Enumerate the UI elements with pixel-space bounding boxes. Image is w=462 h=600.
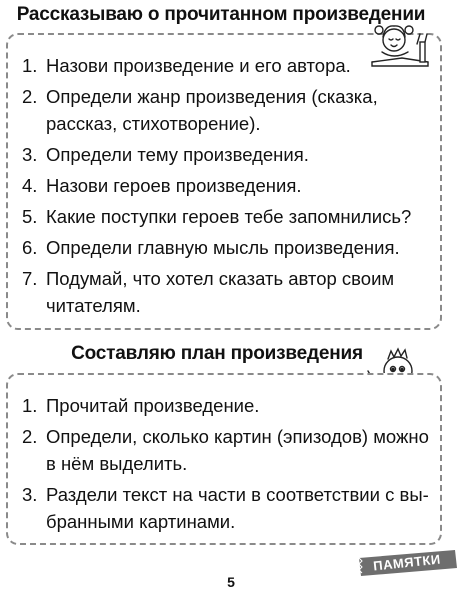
list-item: 3. Определи тему произведения. bbox=[22, 144, 309, 165]
list-item: 5. Какие поступки героев тебе запомнились? bbox=[22, 206, 412, 227]
list-item: 6. Определи главную мысль произведения. bbox=[22, 237, 400, 258]
section-2-list bbox=[22, 392, 430, 539]
list-item: 3. Раздели текст на части в соответствии с выбранными картинами. bbox=[22, 484, 429, 532]
list-item: 7. Подумай, что хотел сказать автор своим читателям. bbox=[22, 268, 395, 316]
list-item: 1. Назови произведение и его автора. bbox=[22, 55, 351, 76]
page-number: 5 bbox=[227, 574, 235, 590]
list-item: 1. Прочитай произведение. bbox=[22, 395, 260, 416]
section-1-list bbox=[22, 52, 430, 323]
section-2-heading: Составляю план произведения bbox=[71, 343, 363, 364]
list-item: 2. Определи, сколько картин (эпизодов) можно в нём выделить. bbox=[22, 426, 429, 474]
tag-label: ПАМЯТКИ bbox=[372, 551, 442, 574]
list-item: 2. Определи жанр произведения (сказка, рассказ, стихотворение). bbox=[22, 86, 378, 134]
girl-reading-icon bbox=[364, 18, 434, 74]
section-2-box bbox=[6, 373, 442, 545]
section-1-box bbox=[6, 33, 442, 330]
list-item: 4. Назови героев произведения. bbox=[22, 175, 302, 196]
memo-tag bbox=[355, 550, 459, 576]
section-1-heading: Рассказываю о прочитанном произведении bbox=[16, 4, 426, 25]
